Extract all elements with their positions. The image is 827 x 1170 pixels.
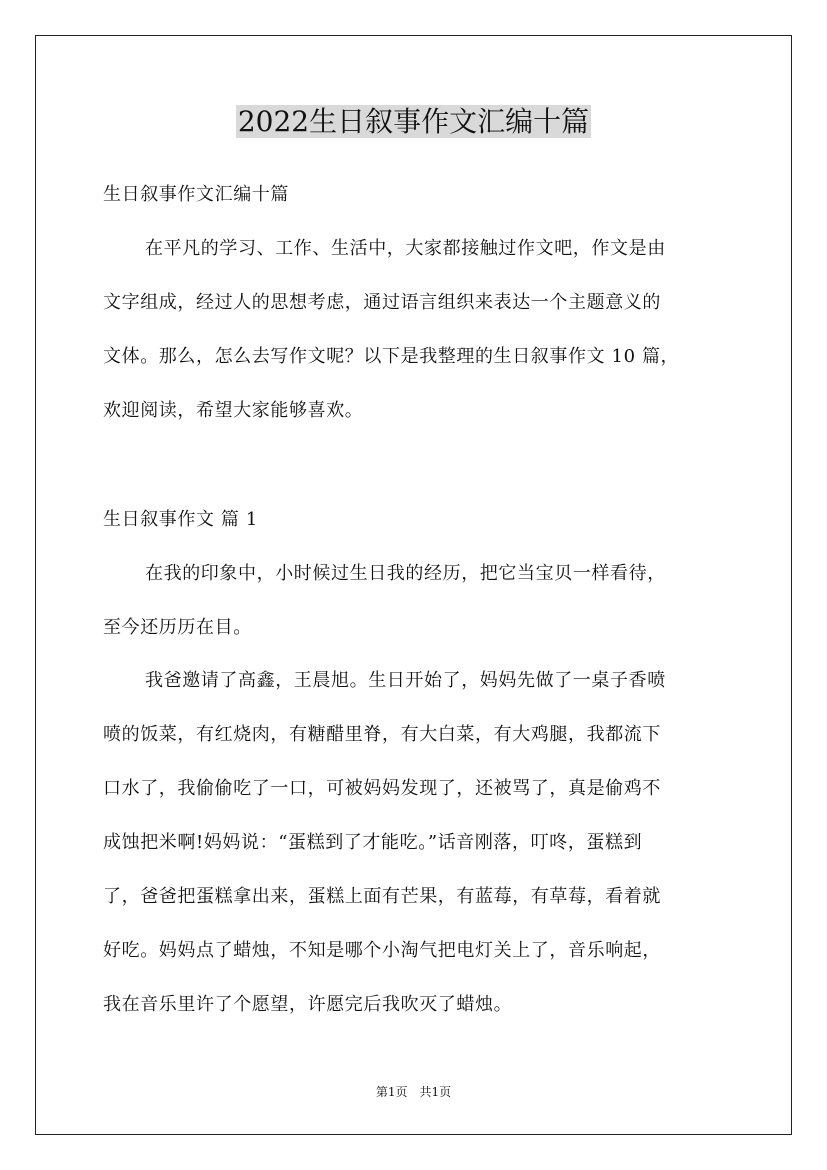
intro-line-1: 在平凡的学习、工作、生活中，大家都接触过作文吧，作文是由 (145, 238, 666, 259)
page-footer (0, 1083, 827, 1101)
intro-line-3: 文体。那么，怎么去写作文呢？以下是我整理的生日叙事作文 10 篇， (103, 346, 680, 367)
paragraph-2-line-2: 喷的饭菜，有红烧肉，有糖醋里脊，有大白菜，有大鸡腿，我都流下 (103, 724, 661, 745)
paragraph-2-line-4: 成蚀把米啊!妈妈说：“蛋糕到了才能吃。”话音刚落，叮咚，蛋糕到 (103, 832, 643, 853)
paragraph-2-line-3: 口水了，我偷偷吃了一口，可被妈妈发现了，还被骂了，真是偷鸡不 (103, 778, 661, 799)
paragraph-2-line-7: 我在音乐里许了个愿望，许愿完后我吹灭了蜡烛。 (103, 994, 513, 1015)
intro-line-2: 文字组成，经过人的思想考虑，通过语言组织来表达一个主题意义的 (103, 292, 661, 313)
document-title (0, 100, 827, 144)
page-total: 共1页 (419, 1085, 452, 1099)
document-subtitle: 生日叙事作文汇编十篇 (103, 184, 289, 205)
section-heading: 生日叙事作文 篇 1 (103, 509, 258, 530)
paragraph-1-line-2: 至今还历历在目。 (103, 617, 252, 638)
paragraph-2-line-5: 了，爸爸把蛋糕拿出来，蛋糕上面有芒果，有蓝莓，有草莓，看着就 (103, 886, 661, 907)
intro-line-4: 欢迎阅读，希望大家能够喜欢。 (103, 400, 364, 421)
paragraph-2-line-1: 我爸邀请了高鑫，王晨旭。生日开始了，妈妈先做了一桌子香喷 (145, 670, 666, 691)
paragraph-1-line-1: 在我的印象中，小时候过生日我的经历，把它当宝贝一样看待， (145, 563, 666, 584)
page-number: 第1页 (375, 1085, 408, 1099)
paragraph-2-line-6: 好吃。妈妈点了蜡烛，不知是哪个小淘气把电灯关上了，音乐响起， (103, 940, 661, 961)
document-title-text: 2022生日叙事作文汇编十篇 (237, 105, 590, 138)
